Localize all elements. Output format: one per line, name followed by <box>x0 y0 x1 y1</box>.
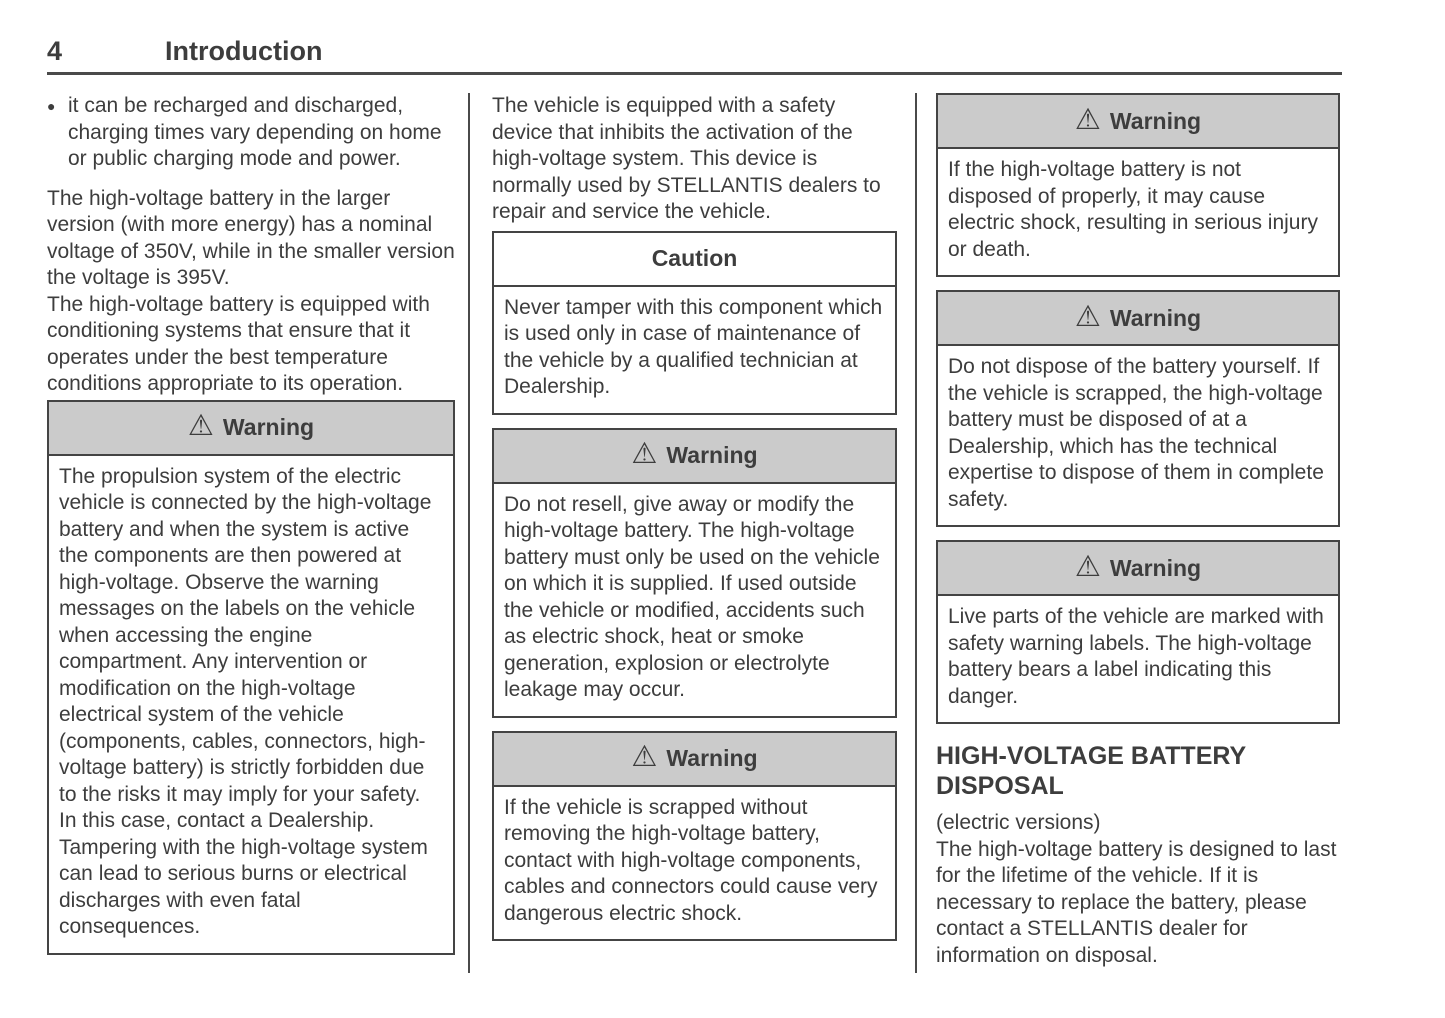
warning-box-title: Warning <box>1109 554 1202 581</box>
warning-box-title: Warning <box>666 442 758 469</box>
warning-box <box>936 93 1340 277</box>
caution-box-body: Never tamper with this component which is used only in case of maintenance of the vehicle by a qualified technician at Dealership. <box>504 295 883 398</box>
header-rule <box>47 72 1342 75</box>
warning-box-header <box>494 733 895 787</box>
warning-box-header <box>494 430 895 484</box>
warning-box-title: Warning <box>1109 304 1202 331</box>
warning-box-header <box>938 95 1338 149</box>
paragraph: The high-voltage battery is designed to last for the lifetime of the vehicle. If it is necessary to replace the battery, please contact a STELLANTIS dealer for information on disposal. <box>936 837 1337 967</box>
page-columns <box>47 93 1342 973</box>
warning-triangle-icon: ⚠ <box>631 741 658 773</box>
column-divider <box>468 93 470 973</box>
warning-box-body: If the vehicle is scrapped without removing the high-voltage battery, contact with high-voltage components, cables and connectors could cause very dangerous electric shock. <box>504 795 878 925</box>
warning-box-header <box>49 402 453 456</box>
caution-box-title: Caution <box>651 245 738 272</box>
warning-box-header <box>938 292 1338 346</box>
warning-box <box>936 540 1340 724</box>
warning-box-body: Do not dispose of the battery yourself. If the vehicle is scrapped, the high-voltage battery must be disposed of at a Dealership, which has the technical expertise to dispose of them in complete safety. <box>948 355 1324 511</box>
warning-box-body: The propulsion system of the electric vehicle is connected by the high-voltage battery and when the system is active the components are then powered at high-voltage. Observe the warning messages on the labels on the vehicle when accessing the engine compartment. Any intervention or modification on the high-voltage electrical system of the vehicle (components, cables, connectors, high-voltage battery) is strictly forbidden due to the risks it may imply for your safety. In this case, contact a Dealership. Tampering with the high-voltage system can lead to serious burns or electrical discharges with even fatal consequences. <box>59 464 432 938</box>
warning-box <box>492 428 897 718</box>
warning-box-title: Warning <box>1109 107 1202 134</box>
column-divider <box>915 93 917 973</box>
warning-triangle-icon: ⚠ <box>1074 300 1101 333</box>
column-2 <box>492 93 897 941</box>
column-1 <box>47 93 455 955</box>
warning-triangle-icon: ⚠ <box>187 410 214 442</box>
warning-box-title: Warning <box>666 745 758 772</box>
page-header <box>47 36 1342 67</box>
caution-box <box>492 231 897 415</box>
warning-box <box>936 290 1340 527</box>
warning-box-body: If the high-voltage battery is not disposed of properly, it may cause electric shock, resulting in serious injury or death. <box>948 158 1318 261</box>
section-heading: HIGH-VOLTAGE BATTERY DISPOSAL <box>936 742 1246 800</box>
bullet-item <box>47 93 455 173</box>
warning-box <box>492 731 897 942</box>
paragraph: The vehicle is equipped with a safety device that inhibits the activation of the high-voltage system. This device is normally used by STELLANTIS dealers to repair and service the vehicle. <box>492 94 881 223</box>
column-3 <box>936 93 1340 969</box>
warning-triangle-icon: ⚠ <box>1074 550 1101 583</box>
warning-box-header <box>938 542 1338 596</box>
paragraph: The high-voltage battery is equipped with conditioning systems that ensure that it operates under the best temperature conditions appropriate to its operation. <box>47 292 430 395</box>
warning-triangle-icon: ⚠ <box>631 438 658 470</box>
caution-box-header <box>494 233 895 287</box>
page-title: Introduction <box>165 36 323 66</box>
paragraph: The high-voltage battery in the larger version (with more energy) has a nominal voltage of 350V, while in the smaller version the voltage is 395V. <box>47 186 455 289</box>
warning-box-body: Do not resell, give away or modify the high-voltage battery. The high-voltage battery must only be used on the vehicle on which it is supplied. If used outside the vehicle or modified, accidents such as electric shock, heat or smoke generation, explosion or electrolyte leakage may occur. <box>504 492 880 701</box>
warning-triangle-icon: ⚠ <box>1074 103 1101 136</box>
warning-box <box>47 400 455 955</box>
warning-box-title: Warning <box>222 414 315 441</box>
page-number: 4 <box>47 36 63 66</box>
section-subnote: (electric versions) <box>936 811 1101 834</box>
bullet-icon: ● <box>47 98 56 114</box>
warning-box-body: Live parts of the vehicle are marked with safety warning labels. The high-voltage battery bears a label indicating this danger. <box>948 605 1324 708</box>
bullet-item-text: it can be recharged and discharged, charging times vary depending on home or public charging mode and power. <box>68 94 442 170</box>
